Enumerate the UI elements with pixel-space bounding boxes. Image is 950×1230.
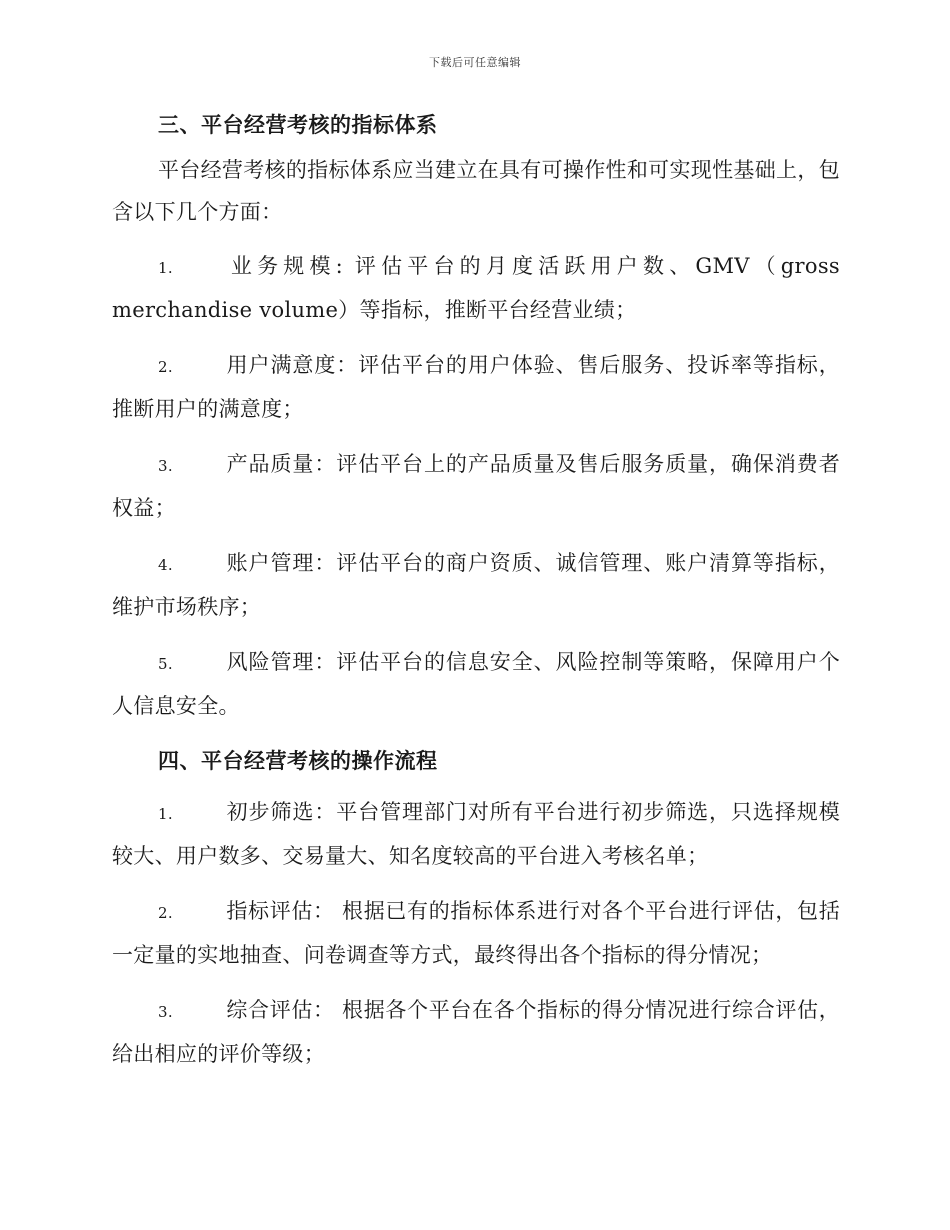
section-3-heading: 三、平台经营考核的指标体系: [158, 112, 438, 137]
list-item: [112, 245, 840, 331]
page-header: 下载后可任意编辑: [429, 56, 521, 69]
list-item-number: 2.: [158, 358, 173, 376]
document-body: [112, 104, 840, 1088]
list-item: [112, 989, 840, 1075]
list-item: [112, 791, 840, 877]
list-item-number: 3.: [158, 457, 173, 475]
list-item: [112, 641, 840, 727]
list-item-text: 初步筛选：平台管理部门对所有平台进行初步筛选，只选择规模较大、用户数多、交易量大、知名度较高的平台进入考核名单；: [112, 800, 840, 868]
list-item: [112, 344, 840, 430]
list-item-number: 1.: [158, 259, 173, 277]
section-3-intro: 平台经营考核的指标体系应当建立在具有可操作性和可实现性基础上，包含以下几个方面：: [112, 158, 840, 224]
list-item-number: 3.: [158, 1003, 173, 1021]
section-4-heading: 四、平台经营考核的操作流程: [158, 748, 438, 773]
list-item-number: 5.: [158, 655, 173, 673]
list-item-text: 账户管理：评估平台的商户资质、诚信管理、账户清算等指标，维护市场秩序；: [112, 551, 840, 619]
list-item-number: 4.: [158, 556, 173, 574]
list-item: [112, 890, 840, 976]
list-item-number: 1.: [158, 805, 173, 823]
list-item-text: 业务规模: 评估平台的月度活跃用户数、GMV（gross merchandise volume）等指标，推断平台经营业绩；: [112, 254, 840, 322]
list-item-text: 风险管理：评估平台的信息安全、风险控制等策略，保障用户个人信息安全。: [112, 650, 840, 718]
list-item: [112, 443, 840, 529]
list-item-text: 用户满意度：评估平台的用户体验、售后服务、投诉率等指标，推断用户的满意度；: [112, 353, 840, 421]
list-item-text: 指标评估： 根据已有的指标体系进行对各个平台进行评估，包括一定量的实地抽查、问卷调查等方式，最终得出各个指标的得分情况；: [112, 899, 840, 967]
list-item-number: 2.: [158, 904, 173, 922]
list-item-text: 产品质量：评估平台上的产品质量及售后服务质量，确保消费者权益；: [112, 452, 840, 520]
list-item: [112, 542, 840, 628]
list-item-text: 综合评估： 根据各个平台在各个指标的得分情况进行综合评估，给出相应的评价等级；: [112, 998, 840, 1066]
